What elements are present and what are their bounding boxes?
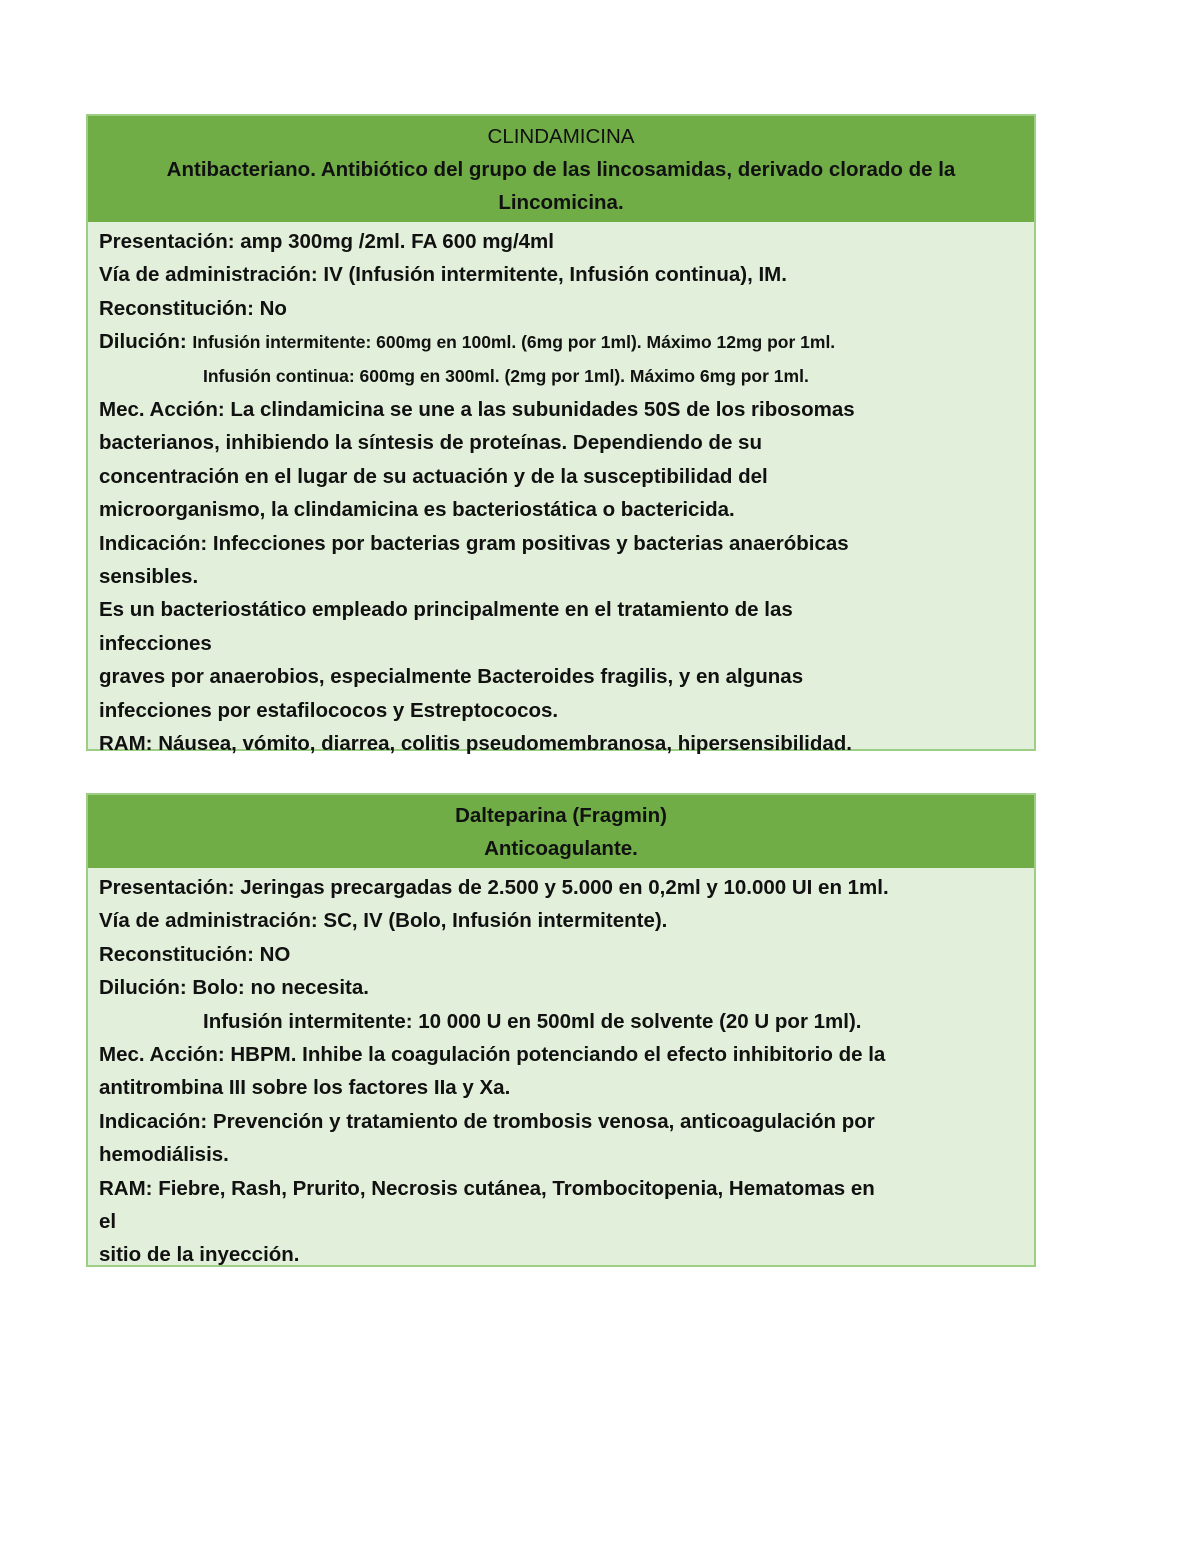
reconstitucion-text: Reconstitución: No: [99, 296, 287, 320]
ram-line-2: el: [99, 1210, 117, 1234]
mecanismo-line-3: concentración en el lugar de su actuación y de la susceptibilidad del: [99, 464, 768, 488]
drug-card-dalteparina: [86, 793, 1036, 1267]
ram-line-1: RAM: Fiebre, Rash, Prurito, Necrosis cutánea, Trombocitopenia, Hematomas en: [99, 1176, 875, 1200]
mecanismo-line-2: bacterianos, inhibiendo la síntesis de proteínas. Dependiendo de su: [99, 431, 762, 455]
mecanismo-line-1: Mec. Acción: La clindamicina se une a las subunidades 50S de los ribosomas: [99, 398, 855, 422]
uso-line-3: graves por anaerobios, especialmente Bacteroides fragilis, y en algunas: [99, 665, 804, 689]
indicacion-line-2: sensibles.: [99, 565, 199, 589]
dilucion-line-2: Infusión intermitente: 10 000 U en 500ml de solvente (20 U por 1ml).: [203, 1009, 862, 1033]
ram-text: RAM: Náusea, vómito, diarrea, colitis pseudomembranosa, hipersensibilidad.: [99, 732, 852, 756]
dilucion-line-2: Infusión continua: 600mg en 300ml. (2mg por 1ml). Máximo 6mg por 1ml.: [203, 365, 809, 386]
card-body: [88, 222, 1034, 761]
presentacion-text: Presentación: Jeringas precargadas de 2.500 y 5.000 en 0,2ml y 10.000 UI en 1ml.: [99, 876, 889, 899]
indicacion-line-1: Indicación: Infecciones por bacterias gram positivas y bacterias anaeróbicas: [99, 531, 849, 555]
ram-line-3: sitio de la inyección.: [99, 1243, 300, 1267]
dilucion-line-1: Dilución: Bolo: no necesita.: [99, 976, 369, 1000]
dilucion-line-1: Infusión intermitente: 600mg en 100ml. (6mg por 1ml). Máximo 12mg por 1ml.: [192, 332, 836, 353]
reconstitucion-text: Reconstitución: NO: [99, 942, 291, 966]
uso-line-2: infecciones: [99, 631, 212, 655]
mecanismo-line-4: microorganismo, la clindamicina es bacteriostática o bactericida.: [99, 498, 735, 522]
via-administracion-text: Vía de administración: SC, IV (Bolo, Infusión intermitente).: [99, 909, 668, 933]
via-administracion-text: Vía de administración: IV (Infusión intermitente, Infusión continua), IM.: [99, 263, 787, 287]
drug-card-clindamicina: [86, 114, 1036, 756]
drug-title: CLINDAMICINA: [487, 125, 635, 148]
uso-line-4: infecciones por estafilococos y Estreptococos.: [99, 698, 559, 722]
indicacion-line-1: Indicación: Prevención y tratamiento de trombosis venosa, anticoagulación por: [99, 1109, 875, 1133]
uso-line-1: Es un bacteriostático empleado principalmente en el tratamiento de las: [99, 598, 793, 622]
dilucion-row: [99, 325, 1024, 359]
drug-subtitle-line-1: Antibacteriano. Antibiótico del grupo de las lincosamidas, derivado clorado de la: [166, 158, 956, 181]
presentacion-text: Presentación: amp 300mg /2ml. FA 600 mg/4ml: [99, 230, 554, 253]
dilucion-label: Dilución:: [99, 330, 193, 354]
mecanismo-line-1: Mec. Acción: HBPM. Inhibe la coagulación potenciando el efecto inhibitorio de la: [99, 1043, 886, 1067]
mecanismo-line-2: antitrombina III sobre los factores IIa y Xa.: [99, 1076, 511, 1100]
card-body: [88, 868, 1034, 1272]
card-header: [88, 116, 1034, 222]
drug-subtitle-line-2: Lincomicina.: [498, 191, 624, 214]
drug-subtitle-line-1: Anticoagulante.: [484, 837, 638, 860]
card-header: [88, 795, 1034, 868]
drug-title: Dalteparina (Fragmin): [455, 804, 667, 827]
indicacion-line-2: hemodiálisis.: [99, 1143, 229, 1167]
